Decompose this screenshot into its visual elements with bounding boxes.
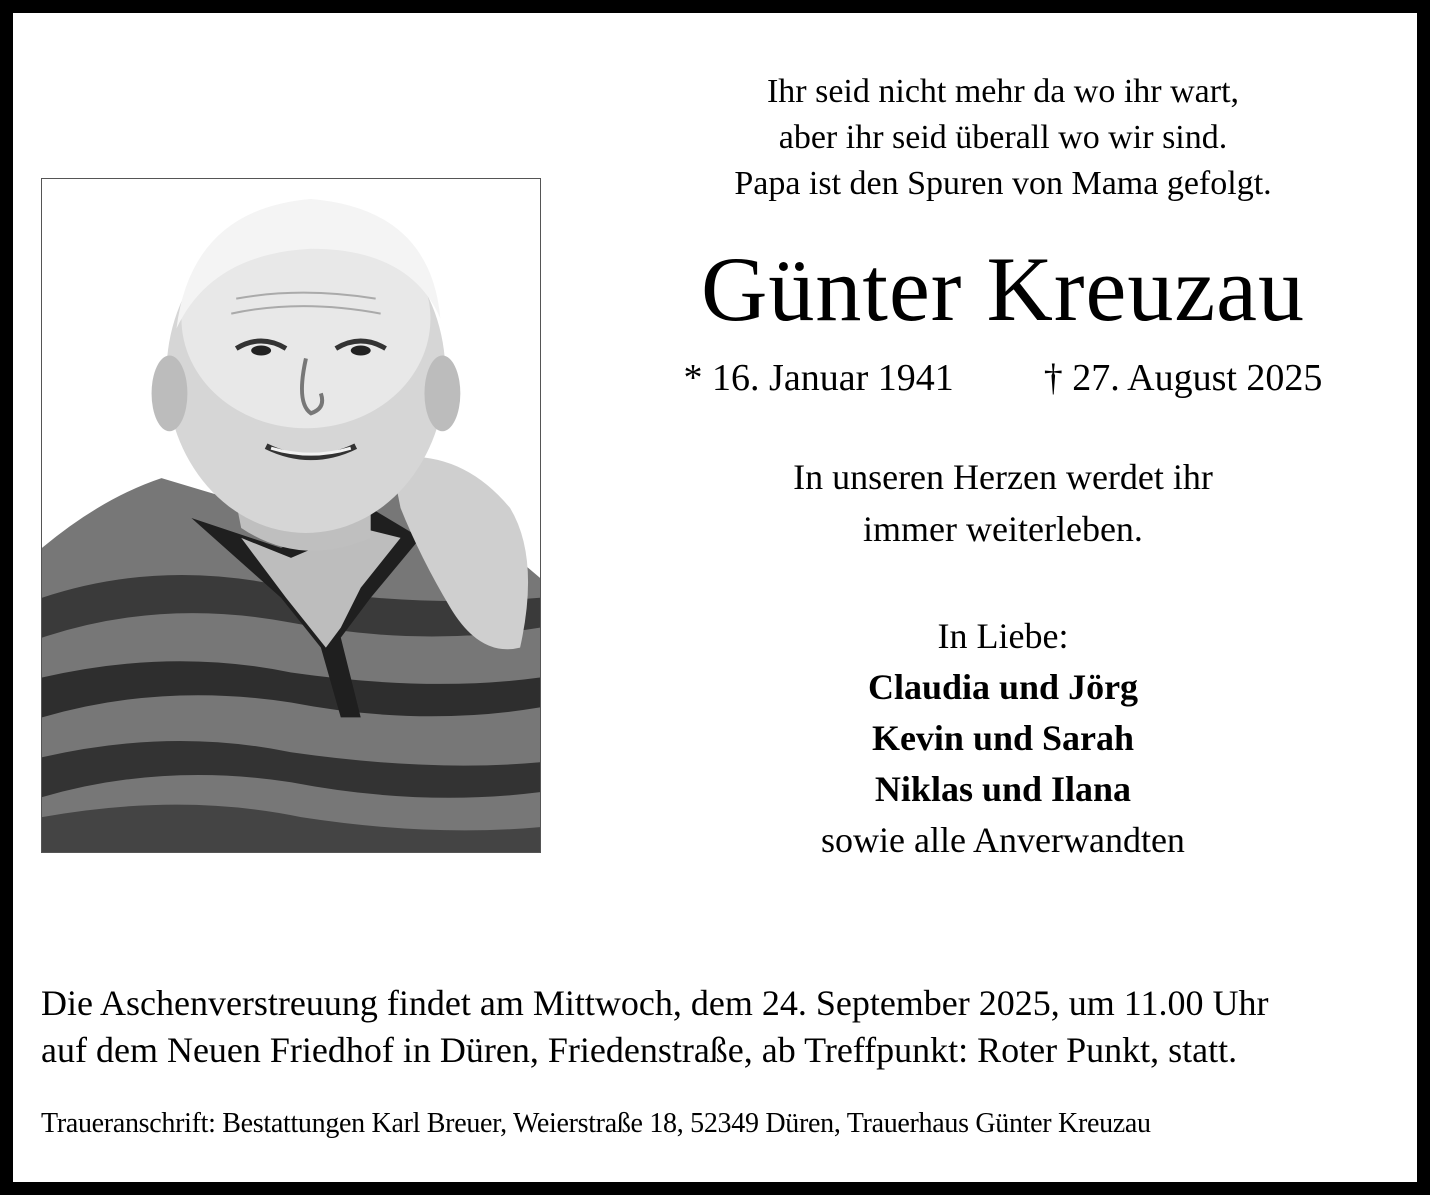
- poem-line: Papa ist den Spuren von Mama gefolgt.: [734, 165, 1272, 202]
- poem: [633, 69, 1373, 207]
- mourner-name: Kevin und Sarah: [871, 718, 1135, 758]
- poem-line: Ihr seid nicht mehr da wo ihr wart,: [766, 73, 1240, 110]
- death-date: † 27. August 2025: [1043, 357, 1323, 399]
- mourners-block: [633, 611, 1373, 866]
- mourner-name: Niklas und Ilana: [874, 769, 1132, 809]
- deceased-name: Günter Kreuzau: [700, 238, 1306, 340]
- mourners-intro: In Liebe:: [937, 616, 1069, 656]
- life-dates: [633, 355, 1373, 401]
- ceremony-line: Die Aschenverstreuung findet am Mittwoch, dem 24. September 2025, um 11.00 Uhr: [41, 983, 1269, 1023]
- phrase-line: In unseren Herzen werdet ihr: [793, 457, 1213, 497]
- portrait-photo: [41, 178, 541, 853]
- ceremony-info: [41, 980, 1411, 1074]
- mourning-address: Traueranschrift: Bestattungen Karl Breuer, Weierstraße 18, 52349 Düren, Trauerhaus Günter Kreuzau: [41, 1108, 1151, 1139]
- ceremony-line: auf dem Neuen Friedhof in Düren, Friedenstraße, ab Treffpunkt: Roter Punkt, statt.: [41, 1030, 1238, 1070]
- phrase-line: immer weiterleben.: [863, 509, 1143, 549]
- mourner-name: Claudia und Jörg: [867, 667, 1139, 707]
- poem-line: aber ihr seid überall wo wir sind.: [778, 119, 1228, 156]
- mourners-closing: sowie alle Anverwandten: [821, 820, 1185, 860]
- main-text-column: [633, 69, 1373, 866]
- birth-date: * 16. Januar 1941: [683, 357, 954, 399]
- memorial-phrase: [633, 451, 1373, 555]
